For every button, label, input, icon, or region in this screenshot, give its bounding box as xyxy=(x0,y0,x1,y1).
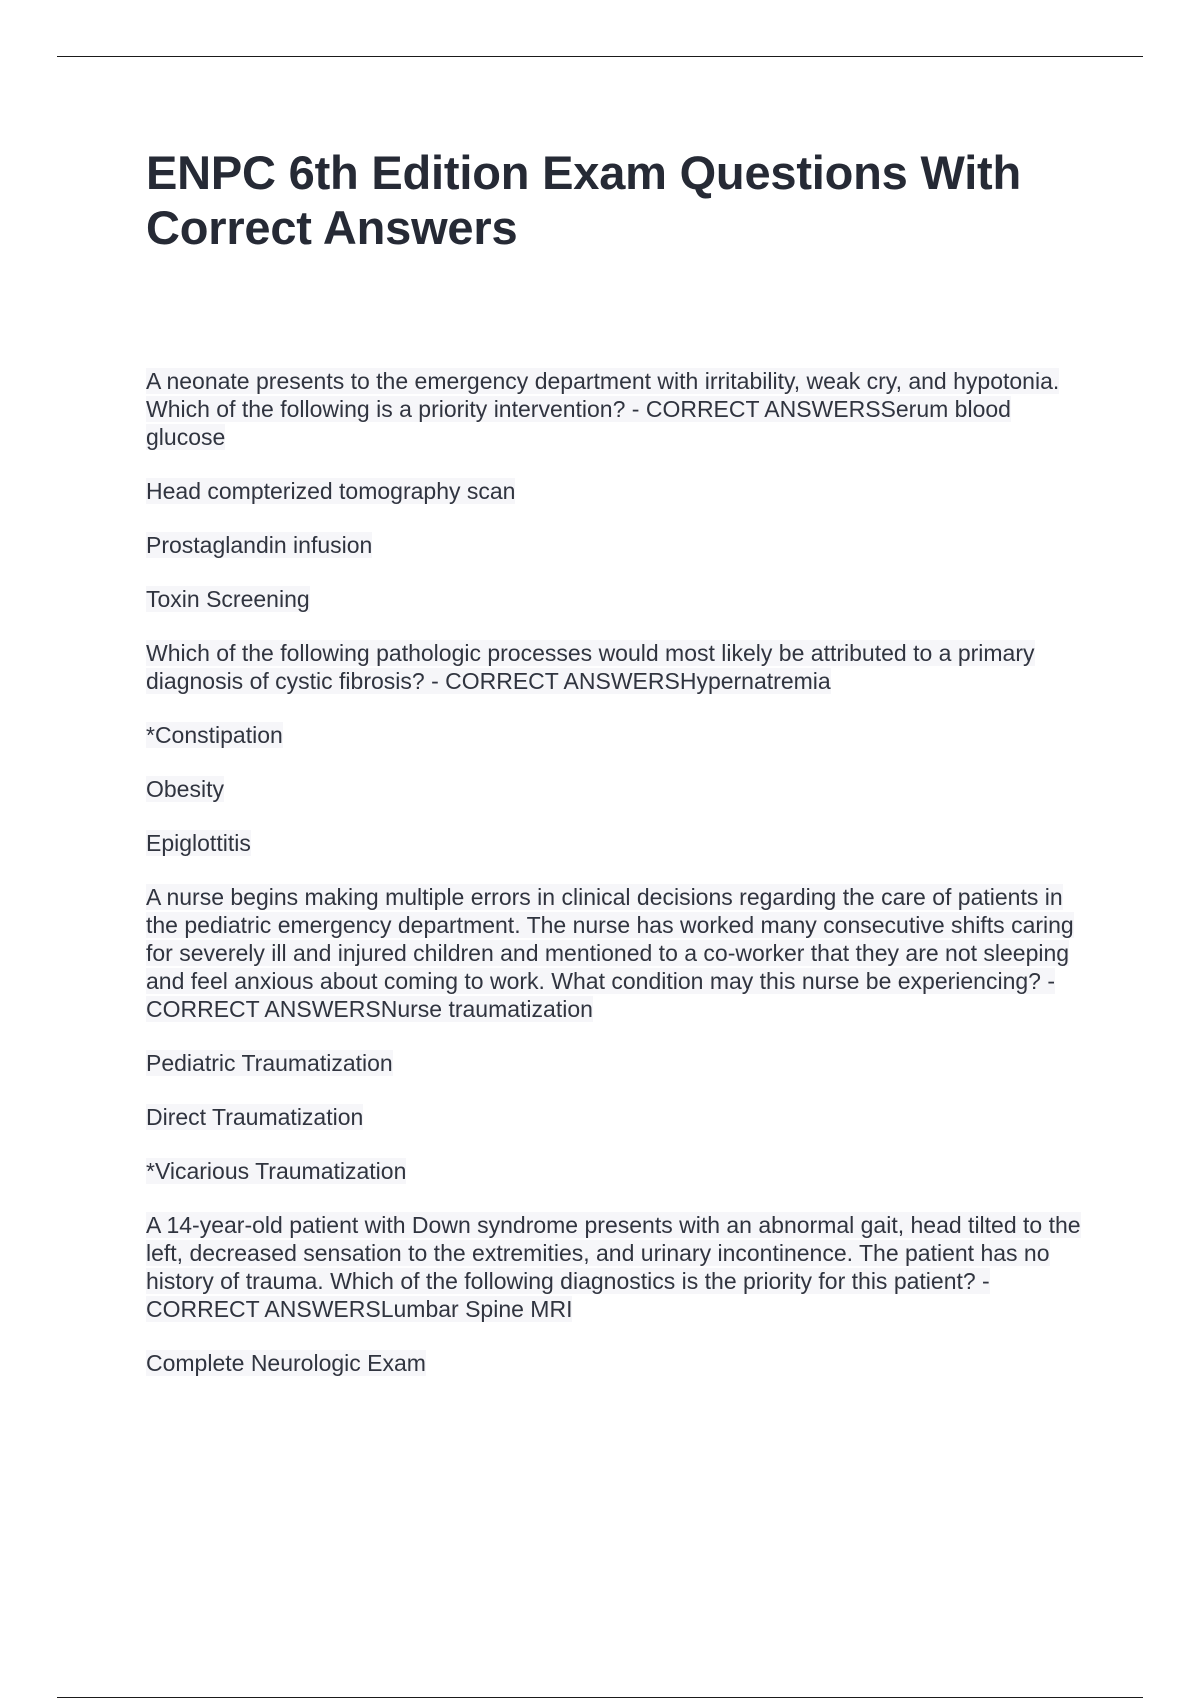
answer-option xyxy=(146,1103,1096,1131)
top-divider xyxy=(57,56,1143,57)
answer-option xyxy=(146,829,1096,857)
page-title: ENPC 6th Edition Exam Questions With Correct Answers xyxy=(146,146,1022,254)
answer-option xyxy=(146,585,1096,613)
answer-option xyxy=(146,1157,1096,1185)
paragraph-text: Which of the following pathologic processes would most likely be attributed to a primary diagnosis of cystic fibrosis? - CORRECT ANSWERSHypernatremia xyxy=(146,640,1035,694)
paragraph-text: A neonate presents to the emergency department with irritability, weak cry, and hypotonia. Which of the following is a priority intervention? - CORRECT ANSWERSSerum blood glucose xyxy=(146,368,1060,450)
question-3 xyxy=(146,883,1096,1023)
paragraph-text: Prostaglandin infusion xyxy=(146,532,373,558)
question-2 xyxy=(146,639,1096,695)
paragraph-text: Epiglottitis xyxy=(146,830,251,856)
bottom-divider xyxy=(57,1697,1143,1698)
document-body xyxy=(146,367,1096,1403)
paragraph-text: Direct Traumatization xyxy=(146,1104,364,1130)
paragraph-text: Toxin Screening xyxy=(146,586,310,612)
answer-option xyxy=(146,721,1096,749)
answer-option xyxy=(146,1049,1096,1077)
paragraph-text: *Constipation xyxy=(146,722,283,748)
paragraph-text: *Vicarious Traumatization xyxy=(146,1158,407,1184)
paragraph-text: A 14-year-old patient with Down syndrome presents with an abnormal gait, head tilted to the left, decreased sensation to the extremities, and urinary incontinence. The patient has no history of trauma. Which of the following diagnostics is the priority for this patient? - CORRECT ANSWERSLumbar Spine MRI xyxy=(146,1212,1081,1322)
paragraph-text: Obesity xyxy=(146,776,224,802)
answer-option xyxy=(146,477,1096,505)
question-4 xyxy=(146,1211,1096,1323)
paragraph-text: Head compterized tomography scan xyxy=(146,478,516,504)
paragraph-text: Pediatric Traumatization xyxy=(146,1050,393,1076)
question-1 xyxy=(146,367,1096,451)
paragraph-text: Complete Neurologic Exam xyxy=(146,1350,426,1376)
paragraph-text: A nurse begins making multiple errors in clinical decisions regarding the care of patients in the pediatric emergency department. The nurse has worked many consecutive shifts caring for severely ill and injured children and mentioned to a co-worker that they are not sleeping and feel anxious about coming to work. What condition may this nurse be experiencing? - CORRECT ANSWERSNurse traumatization xyxy=(146,884,1074,1022)
answer-option xyxy=(146,775,1096,803)
answer-option xyxy=(146,1349,1096,1377)
answer-option xyxy=(146,531,1096,559)
